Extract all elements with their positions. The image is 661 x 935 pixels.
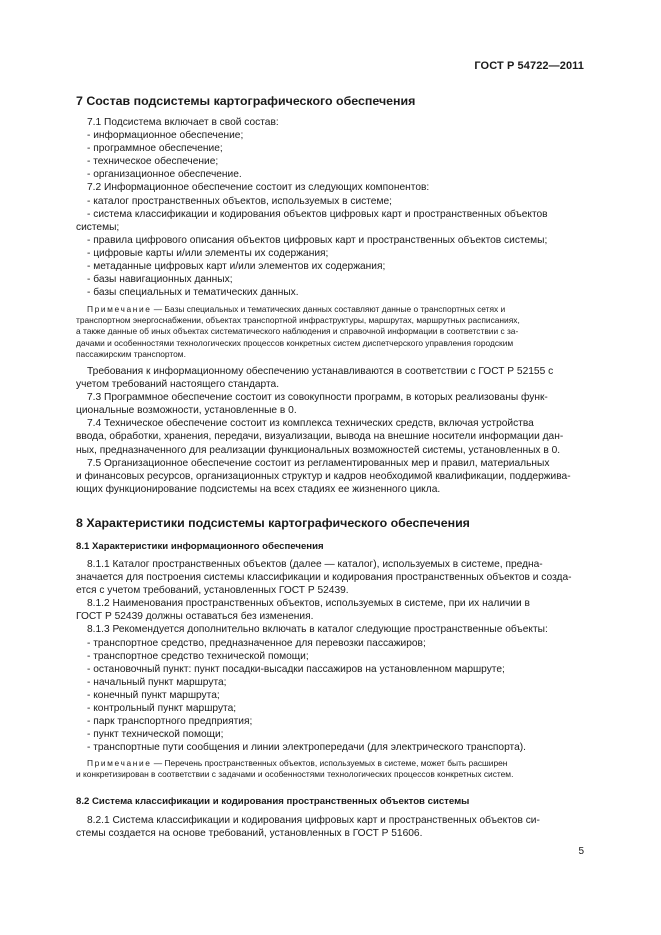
page-number: 5 (578, 846, 584, 857)
text-line: - система классификации и кодирования объектов цифровых карт и пространственных объектов (87, 208, 548, 220)
text-line: - метаданные цифровых карт и/или элементов их содержания; (87, 261, 386, 273)
text-line: 8.1.3 Рекомендуется дополнительно включать в каталог следующие пространственные объекты: (87, 624, 548, 636)
text-line: стемы создается на основе требований, установленных в ГОСТ Р 51606. (76, 828, 423, 840)
text-line: учетом требований настоящего стандарта. (76, 379, 280, 391)
text-line: значается для построения системы классификации и кодирования пространственных объектов и созда- (76, 572, 572, 584)
text-line: - начальный пункт маршрута; (87, 676, 227, 688)
text-line: - цифровые карты и/или элементы их содержания; (87, 247, 329, 259)
text-line: ется с учетом требований, установленных ГОСТ Р 52439. (76, 585, 349, 597)
note-text: пассажирским транспортом. (76, 348, 186, 359)
note-text: транспортном энергоснабжении, объектах транспортной инфраструктуры, маршрутах, маршрутных расписаниях, (76, 315, 520, 326)
note-line (76, 304, 584, 315)
note-line (76, 338, 584, 349)
note-line (76, 758, 584, 769)
text-line: 7.1 Подсистема включает в свой состав: (87, 117, 279, 128)
text-line: 7.3 Программное обеспечение состоит из совокупности программ, в которых реализованы функ- (87, 392, 548, 404)
text-line: 7.2 Информационное обеспечение состоит из следующих компонентов: (87, 182, 430, 194)
text-line: 7.4 Техническое обеспечение состоит из комплекса технических средств, включая устройства (87, 418, 534, 430)
text-line: 8.2.1 Система классификации и кодирования цифровых карт и пространственных объектов си- (87, 815, 540, 826)
section-8-title: 8 Характеристики подсистемы картографического обеспечения (76, 516, 470, 530)
section-7-note (76, 304, 584, 360)
subsection-8-1-title: 8.1 Характеристики информационного обеспечения (76, 541, 324, 552)
text-line: - контрольный пункт маршрута; (87, 703, 237, 715)
text-line: ввода, обработки, хранения, передачи, визуализации, вывода на внешние носители информации дан- (76, 431, 564, 443)
note-text: дачами и особенностями технологических процессов конкретных систем диспетчерского управления городским (76, 337, 514, 348)
text-line: 8.1.2 Наименования пространственных объектов, используемых в системе, при их наличии в (87, 598, 530, 610)
text-line: - базы специальных и тематических данных. (87, 287, 299, 299)
note-label: Примечание (87, 758, 152, 768)
note-line (76, 349, 584, 360)
text-line: ющих функционирование подсистемы на всех стадиях ее жизненного цикла. (76, 483, 441, 495)
text-line: - техническое обеспечение; (87, 156, 219, 168)
text-line: - каталог пространственных объектов, используемых в системе; (87, 195, 392, 207)
text-line: - транспортное средство технической помощи; (87, 650, 309, 662)
text-line: и финансовых ресурсов, организационных структур и кадров необходимой квалификации, поддержива- (76, 470, 571, 482)
note-text: — Перечень пространственных объектов, используемых в системе, может быть расширен (151, 758, 508, 768)
note-line (76, 315, 584, 326)
text-line: - организационное обеспечение. (87, 169, 242, 181)
subsection-8-2-title: 8.2 Система классификации и кодирования пространственных объектов системы (76, 796, 470, 807)
text-line: - транспортные пути сообщения и линии электропередачи (для электрического транспорта). (87, 742, 526, 754)
note-line (76, 769, 584, 780)
document-id: ГОСТ Р 54722—2011 (474, 60, 584, 72)
text-line: - базы навигационных данных; (87, 274, 233, 286)
text-line: - пункт технической помощи; (87, 729, 224, 741)
text-line: циональные возможности, установленные в 0. (76, 405, 297, 417)
text-line: Требования к информационному обеспечению устанавливаются в соответствии с ГОСТ Р 52155 с (87, 366, 554, 377)
text-line: системы; (76, 221, 120, 233)
text-line: - остановочный пункт: пункт посадки-высадки пассажиров на установленном маршруте; (87, 663, 505, 675)
section-7-paragraphs (76, 365, 584, 496)
note-text: и конкретизирован в соответствии с задачами и особенностями технологических процессов конкретных систем. (76, 769, 514, 780)
text-line: - транспортное средство, предназначенное для перевозки пассажиров; (87, 637, 426, 649)
note-text: — Базы специальных и тематических данных составляют данные о транспортных сетях и (151, 304, 506, 314)
text-line: ГОСТ Р 52439 должны оставаться без изменения. (76, 611, 314, 623)
subsection-8-1-body (76, 558, 584, 754)
note-label: Примечание (87, 304, 152, 314)
text-line: - конечный пункт маршрута; (87, 689, 220, 701)
section-7-title: 7 Состав подсистемы картографического обеспечения (76, 94, 416, 108)
text-line: - программное обеспечение; (87, 143, 223, 155)
text-line: ных, предназначенного для реализации функциональных возможностей системы, установленных в 0. (76, 444, 561, 456)
text-line: - информационное обеспечение; (87, 130, 244, 142)
text-line: - парк транспортного предприятия; (87, 716, 253, 728)
text-line: 7.5 Организационное обеспечение состоит из регламентированных мер и правил, материальных (87, 457, 550, 469)
text-line: - правила цифрового описания объектов цифровых карт и пространственных объектов системы; (87, 234, 548, 246)
subsection-8-2-body (76, 814, 584, 840)
section-8-note (76, 758, 584, 780)
note-text: а также данные об иных объектах систематического наблюдения и справочной информации в соответствии с за- (76, 326, 519, 337)
text-line: 8.1.1 Каталог пространственных объектов (далее — каталог), используемых в системе, предна- (87, 559, 543, 570)
section-7-list (76, 116, 584, 299)
note-line (76, 326, 584, 337)
